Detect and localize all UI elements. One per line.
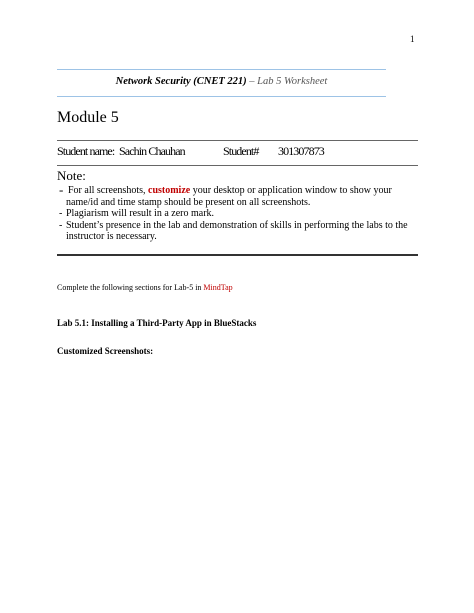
header-worksheet: Lab 5 Worksheet [257, 76, 328, 87]
page-number: 1 [410, 34, 415, 44]
document-header [57, 76, 386, 87]
student-name-value: Sachin Chauhan [119, 144, 185, 158]
list-dash: - [59, 182, 64, 197]
note-item-continuation: name/id and time stamp should be present on all screenshots. [66, 196, 311, 208]
note-item-continuation: instructor is necessary. [66, 231, 157, 242]
header-course: Network Security (CNET 221) [115, 76, 247, 87]
header-top-rule [57, 69, 386, 70]
note-item-text: Plagiarism will result in a zero mark. [66, 208, 215, 219]
module-title: Module 5 [57, 109, 119, 126]
note-item [57, 182, 418, 208]
list-dash: - [59, 219, 63, 231]
note-item-text: For all screenshots, [68, 185, 148, 196]
header-separator: – [246, 76, 258, 87]
mindtap-link[interactable]: MindTap [203, 283, 233, 292]
note-highlight: customize [148, 185, 191, 196]
screenshots-label: Customized Screenshots: [57, 346, 154, 356]
note-item-text: your desktop or application window to show your [190, 185, 392, 196]
note-bottom-line [57, 254, 418, 256]
note-list [57, 182, 418, 243]
note-item-text: Student’s presence in the lab and demonstration of skills in performing the labs to the [66, 219, 408, 231]
student-row-bottom-line [57, 165, 418, 166]
student-name-label: Student name: [57, 144, 115, 158]
note-title: Note: [57, 168, 86, 183]
student-id-value: 301307873 [278, 144, 324, 158]
student-id-label: Student# [223, 144, 259, 158]
header-bottom-rule [57, 96, 386, 97]
list-dash: - [59, 208, 63, 219]
note-item [57, 208, 418, 220]
instructions-text: Complete the following sections for Lab-5 in [57, 283, 204, 292]
lab-title: Lab 5.1: Installing a Third-Party App in BlueStacks [57, 318, 257, 328]
student-row-top-line [57, 140, 418, 141]
note-item [57, 220, 418, 243]
instructions [57, 283, 233, 292]
